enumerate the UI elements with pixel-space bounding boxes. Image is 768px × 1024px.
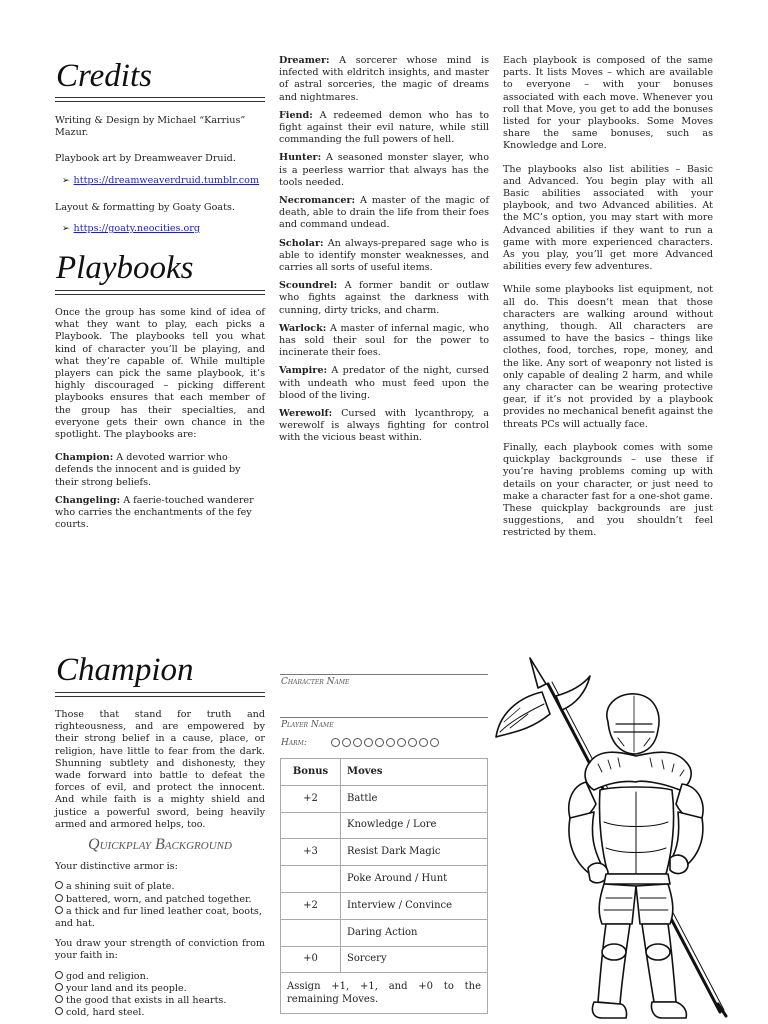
harm-box[interactable] bbox=[386, 738, 395, 747]
radio-circle-icon bbox=[55, 881, 63, 889]
character-name-label: Character Name bbox=[281, 677, 350, 687]
assign-row bbox=[281, 973, 488, 1014]
layout-link[interactable]: https://goaty.neocities.org bbox=[73, 223, 201, 235]
champion-intro: Those that stand for truth and righteousness, and are empowered by their strong belief in a cause, place, or religion, have little to fear from the dark. Shunning subtlety and dishonesty, they wade forward into battle to defeat the forces of evil, and protect the innocent. And while faith is a mighty shield and justice a powerful sword, being heavily armed and armored helps, too. bbox=[55, 709, 265, 830]
move-name: Daring Action bbox=[341, 919, 488, 946]
playbook-entry-name: Werewolf: bbox=[279, 408, 333, 420]
character-name-line bbox=[280, 674, 488, 675]
option-text: the good that exists in all hearts. bbox=[66, 995, 227, 1007]
playbook-entry-name: Changeling: bbox=[55, 494, 121, 506]
credits-art: Playbook art by Dreamweaver Druid. bbox=[55, 153, 236, 165]
playbooks-para-parts: Each playbook is composed of the same parts. It lists Moves – which are available to everyone – with your bonuses associated with each move. Whenever you roll that Move, you get to add the bonuses listed for your playbooks. Some Moves share the same bonuses, such as Knowledge and Lore. bbox=[503, 55, 713, 152]
playbook-entry-champion bbox=[55, 452, 265, 489]
table-row bbox=[281, 892, 488, 919]
option-text: god and religion. bbox=[66, 970, 149, 982]
table-row bbox=[281, 785, 488, 812]
playbook-entry-name: Hunter: bbox=[279, 152, 322, 164]
moves-header: Moves bbox=[341, 759, 488, 786]
credits-heading: Credits bbox=[56, 58, 152, 94]
playbook-entry-necromancer bbox=[279, 195, 489, 232]
move-bonus[interactable] bbox=[281, 812, 341, 839]
move-bonus[interactable] bbox=[281, 866, 341, 893]
playbook-entry-name: Dreamer: bbox=[279, 55, 330, 66]
move-name: Battle bbox=[341, 785, 488, 812]
art-link-item bbox=[62, 175, 270, 187]
table-row bbox=[281, 946, 488, 973]
move-name: Resist Dark Magic bbox=[341, 839, 488, 866]
playbook-entry-desc: A devoted warrior who defends the innocent and is guided by their strong beliefs. bbox=[55, 452, 241, 488]
playbooks-rule bbox=[55, 290, 265, 295]
playbook-entry-name: Scoundrel: bbox=[279, 280, 338, 292]
faith-option[interactable] bbox=[55, 995, 265, 1007]
playbook-entry-warlock bbox=[279, 323, 489, 360]
arrow-bullet-icon: ➢ bbox=[62, 175, 70, 186]
playbooks-mid-column bbox=[279, 55, 489, 451]
radio-circle-icon bbox=[55, 906, 63, 914]
playbooks-left-column bbox=[55, 307, 265, 537]
move-bonus[interactable]: +0 bbox=[281, 946, 341, 973]
playbook-entry-scholar bbox=[279, 238, 489, 275]
radio-circle-icon bbox=[55, 995, 63, 1003]
playbook-entry-name: Necromancer: bbox=[279, 195, 356, 207]
credits-writing: Writing & Design by Michael “Karrius” Mazur. bbox=[55, 115, 246, 139]
playbook-entry-vampire bbox=[279, 365, 489, 402]
option-text: battered, worn, and patched together. bbox=[66, 893, 252, 905]
playbooks-para-abilities: The playbooks also list abilities – Basic and Advanced. You begin play with all Basic abilities associated with your playbook, and two Advanced abilities. At the MC’s option, you may start with more Advanced abilities if they want to run a game with more experienced characters. As you play, you’ll get more Advanced abilities every few adventures. bbox=[503, 163, 713, 273]
armor-option[interactable] bbox=[55, 906, 265, 930]
playbook-entry-dreamer bbox=[279, 55, 489, 104]
playbook-entry-desc: A sorcerer whose mind is infected with eldritch insights, and master of astral sorceries, the magic of dreams and nightmares. bbox=[279, 55, 489, 103]
playbook-entry-scoundrel bbox=[279, 280, 489, 317]
harm-box[interactable] bbox=[342, 738, 351, 747]
playbook-entry-desc: An always-prepared sage who is able to identify monster weaknesses, and carries all sorts of useful items. bbox=[279, 237, 489, 274]
move-bonus[interactable] bbox=[281, 919, 341, 946]
moves-header-row bbox=[281, 759, 488, 786]
champion-illustration bbox=[490, 652, 768, 1024]
faith-prompt: You draw your strength of conviction from your faith in: bbox=[55, 938, 265, 962]
table-row bbox=[281, 839, 488, 866]
armor-prompt: Your distinctive armor is: bbox=[55, 861, 178, 873]
playbook-entry-name: Champion: bbox=[55, 452, 114, 464]
option-text: your land and its people. bbox=[66, 982, 187, 994]
playbook-entry-changeling bbox=[55, 495, 265, 532]
harm-box[interactable] bbox=[331, 738, 340, 747]
playbook-entry-desc: A master of the magic of death, able to drain the life from their foes and command undead. bbox=[279, 195, 489, 231]
option-text: a shining suit of plate. bbox=[66, 881, 175, 893]
playbooks-intro: Once the group has some kind of idea of what they want to play, each picks a Playbook. The playbooks tell you what kind of character you’ll be playing, and what they’re capable of. While multiple players can pick the same playbook, it’s highly discouraged – picking different playbooks ensures that each member of the group has their specialties, and everyone gets their own chance in the spotlight. The playbooks are: bbox=[55, 307, 265, 441]
faith-options bbox=[55, 971, 265, 1020]
harm-track bbox=[281, 737, 441, 749]
playbook-entry-name: Fiend: bbox=[279, 109, 313, 121]
harm-box[interactable] bbox=[364, 738, 373, 747]
playbook-entry-fiend bbox=[279, 110, 489, 147]
harm-box[interactable] bbox=[430, 738, 439, 747]
playbook-entry-werewolf bbox=[279, 408, 489, 445]
playbook-entry-name: Scholar: bbox=[279, 237, 324, 249]
playbook-entry-desc: A predator of the night, cursed with undeath who must feed upon the blood of the living. bbox=[279, 365, 489, 401]
armor-option[interactable] bbox=[55, 881, 265, 893]
radio-circle-icon bbox=[55, 894, 63, 902]
playbook-entry-desc: A faerie-touched wanderer who carries the enchantments of the fey courts. bbox=[55, 494, 254, 531]
quickplay-heading: Quickplay Background bbox=[88, 836, 232, 854]
move-name: Knowledge / Lore bbox=[341, 812, 488, 839]
credits-block bbox=[55, 115, 270, 235]
art-link[interactable]: https://dreamweaverdruid.tumblr.com bbox=[73, 174, 260, 186]
move-name: Interview / Convince bbox=[341, 892, 488, 919]
radio-circle-icon bbox=[55, 1007, 63, 1015]
layout-link-item bbox=[62, 223, 270, 235]
move-bonus[interactable]: +2 bbox=[281, 892, 341, 919]
playbooks-para-quickplay: Finally, each playbook comes with some quickplay backgrounds – use these if you’re having problems coming up with details on your character, or just need to make a character fast for a one-shot game. These quickplay backgrounds are just suggestions, and you shouldn’t feel restricted by them. bbox=[503, 441, 713, 539]
assign-note: Assign +1, +1, and +0 to the remaining Moves. bbox=[281, 973, 488, 1014]
option-text: cold, hard steel. bbox=[66, 1007, 145, 1019]
credits-layout: Layout & formatting by Goaty Goats. bbox=[55, 201, 235, 213]
playbook-entry-name: Vampire: bbox=[279, 365, 327, 377]
harm-box[interactable] bbox=[419, 738, 428, 747]
harm-box[interactable] bbox=[397, 738, 406, 747]
playbook-entry-name: Warlock: bbox=[279, 322, 327, 334]
champion-left-column bbox=[55, 709, 265, 1019]
faith-option[interactable] bbox=[55, 1007, 265, 1019]
player-name-label: Player Name bbox=[281, 720, 334, 730]
harm-boxes bbox=[331, 737, 441, 749]
playbook-entry-desc: A master of infernal magic, who has sold their soul for the power to incinerate their foes. bbox=[279, 322, 489, 359]
playbook-entry-desc: A redeemed demon who has to fight against their evil nature, while still commanding the full powers of hell. bbox=[279, 109, 489, 146]
playbooks-heading: Playbooks bbox=[56, 250, 194, 286]
move-bonus[interactable]: +2 bbox=[281, 785, 341, 812]
playbooks-para-equipment: While some playbooks list equipment, not all do. This doesn’t mean that those characters are walking around without anything, though. All characters are assumed to have the basics – things like clothes, food, torches, rope, money, and the like. Any sort of weaponry not listed is only capable of dealing 2 harm, and while any character can be wearing protective gear, if it’s not provided by a playbook provides no mechanical benefit against the threats PCs will actually face. bbox=[503, 284, 713, 430]
table-row bbox=[281, 812, 488, 839]
character-name-field[interactable] bbox=[280, 700, 488, 718]
harm-box[interactable] bbox=[408, 738, 417, 747]
harm-box[interactable] bbox=[353, 738, 362, 747]
table-row bbox=[281, 919, 488, 946]
player-name-line bbox=[280, 717, 488, 718]
radio-circle-icon bbox=[55, 971, 63, 979]
move-bonus[interactable]: +3 bbox=[281, 839, 341, 866]
faith-option[interactable] bbox=[55, 983, 265, 995]
move-name: Sorcery bbox=[341, 946, 488, 973]
armor-options bbox=[55, 881, 265, 930]
faith-option[interactable] bbox=[55, 971, 265, 983]
champion-rule bbox=[55, 692, 265, 697]
harm-box[interactable] bbox=[375, 738, 384, 747]
playbook-entry-desc: A former bandit or outlaw who fights against the darkness with cunning, dirty tricks, and charm. bbox=[279, 280, 489, 316]
armor-option[interactable] bbox=[55, 894, 265, 906]
playbooks-right-column bbox=[503, 55, 713, 551]
table-row bbox=[281, 866, 488, 893]
bonus-header: Bonus bbox=[281, 759, 341, 786]
radio-circle-icon bbox=[55, 983, 63, 991]
moves-table bbox=[280, 758, 488, 1014]
playbook-entry-hunter bbox=[279, 152, 489, 189]
harm-label: Harm: bbox=[281, 738, 307, 748]
option-text: a thick and fur lined leather coat, boots, and hat. bbox=[55, 905, 262, 930]
move-name: Poke Around / Hunt bbox=[341, 866, 488, 893]
playbook-entry-desc: Cursed with lycanthropy, a werewolf is always fighting for control with the vicious beast within. bbox=[279, 408, 489, 444]
champion-heading: Champion bbox=[56, 652, 194, 688]
credits-rule bbox=[55, 97, 265, 102]
playbook-entry-desc: A seasoned monster slayer, who is a peerless warrior that always has the tools needed. bbox=[279, 152, 489, 188]
arrow-bullet-icon: ➢ bbox=[62, 224, 70, 235]
